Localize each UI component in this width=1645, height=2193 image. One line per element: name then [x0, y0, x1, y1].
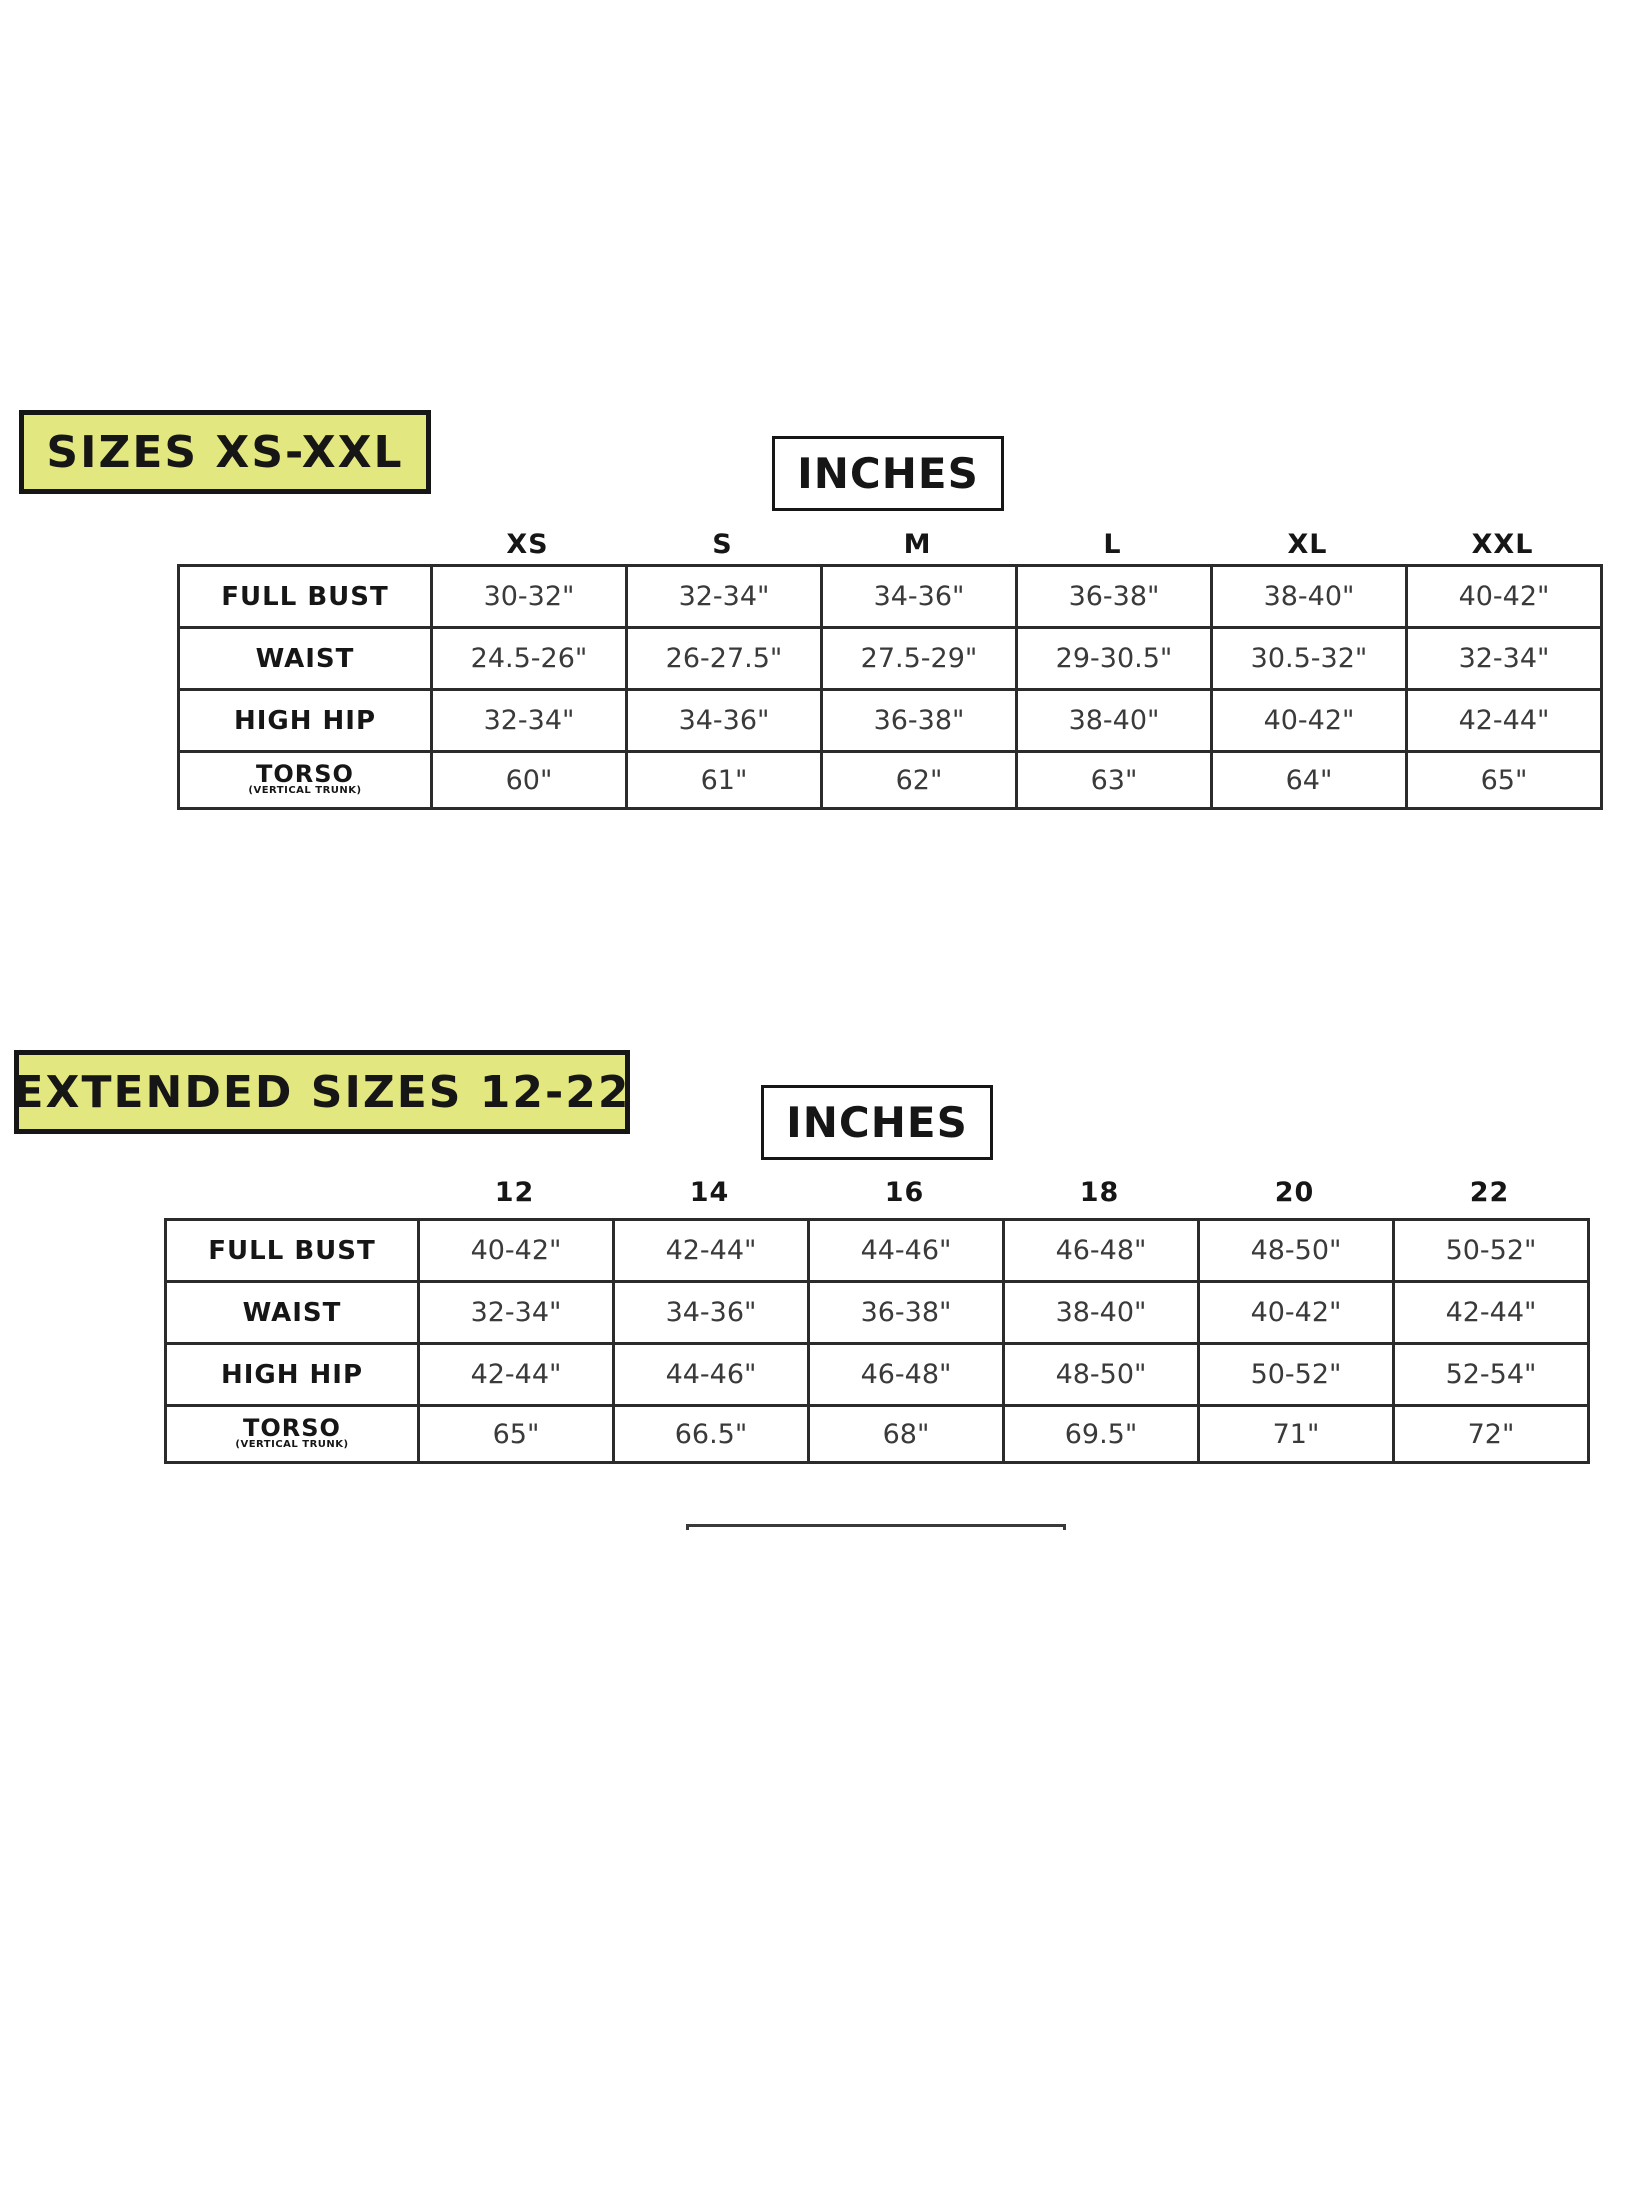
measurement-cell: 26-27.5": [627, 628, 822, 690]
measurement-cell: 42-44": [1394, 1282, 1589, 1344]
measurement-cell: 61": [627, 752, 822, 809]
measurement-cell: 48-50": [1199, 1220, 1394, 1282]
table-row: [179, 628, 1602, 690]
size-header: M: [903, 529, 932, 560]
unit-label: INCHES: [772, 436, 1004, 511]
unit-label: INCHES: [761, 1085, 993, 1160]
measurement-cell: 24.5-26": [432, 628, 627, 690]
row-label: HIGH HIP: [166, 1344, 419, 1406]
measurement-cell: 42-44": [419, 1344, 614, 1406]
measurement-cell: 44-46": [614, 1344, 809, 1406]
measurement-cell: 38-40": [1017, 690, 1212, 752]
table-row: [179, 690, 1602, 752]
measurement-cell: 34-36": [822, 566, 1017, 628]
measurement-cell: 32-34": [419, 1282, 614, 1344]
measurement-cell: 66.5": [614, 1406, 809, 1463]
size-header: 12: [494, 1177, 535, 1208]
measurement-cell: 40-42": [1407, 566, 1602, 628]
size-header: 18: [1079, 1177, 1120, 1208]
size-header: L: [1103, 529, 1122, 560]
measurement-cell: 30-32": [432, 566, 627, 628]
measurement-cell: 68": [809, 1406, 1004, 1463]
footer-divider: [686, 1524, 1066, 1527]
size-header: 20: [1274, 1177, 1315, 1208]
table-row: [179, 752, 1602, 809]
size-table: [164, 1218, 1590, 1464]
measurement-cell: 29-30.5": [1017, 628, 1212, 690]
torso-label: TORSO: [256, 760, 354, 788]
measurement-cell: 50-52": [1199, 1344, 1394, 1406]
measurement-cell: 32-34": [1407, 628, 1602, 690]
measurement-cell: 65": [419, 1406, 614, 1463]
table-row: [179, 566, 1602, 628]
extended-size-section: [0, 1050, 1645, 1470]
measurement-cell: 38-40": [1212, 566, 1407, 628]
measurement-cell: 72": [1394, 1406, 1589, 1463]
measurement-cell: 46-48": [1004, 1220, 1199, 1282]
size-table: [177, 564, 1603, 810]
row-label: FULL BUST: [179, 566, 432, 628]
measurement-cell: 64": [1212, 752, 1407, 809]
size-header-row: [430, 525, 1600, 565]
measurement-cell: 36-38": [822, 690, 1017, 752]
measurement-cell: 63": [1017, 752, 1212, 809]
row-label: WAIST: [179, 628, 432, 690]
table-row: [166, 1406, 1589, 1463]
torso-label: TORSO: [243, 1414, 341, 1442]
measurement-cell: 40-42": [1199, 1282, 1394, 1344]
measurement-cell: 71": [1199, 1406, 1394, 1463]
table-row: [166, 1344, 1589, 1406]
measurement-cell: 42-44": [1407, 690, 1602, 752]
measurement-cell: 32-34": [627, 566, 822, 628]
size-header: XS: [506, 529, 549, 560]
measurement-cell: 65": [1407, 752, 1602, 809]
size-header: 22: [1469, 1177, 1510, 1208]
measurement-cell: 46-48": [809, 1344, 1004, 1406]
torso-sublabel: (VERTICAL TRUNK): [248, 785, 362, 796]
measurement-cell: 60": [432, 752, 627, 809]
size-header-row: [417, 1173, 1587, 1213]
measurement-cell: 69.5": [1004, 1406, 1199, 1463]
measurement-cell: 42-44": [614, 1220, 809, 1282]
size-header: S: [712, 529, 733, 560]
standard-size-section: [0, 410, 1645, 830]
measurement-cell: 27.5-29": [822, 628, 1017, 690]
row-label: FULL BUST: [166, 1220, 419, 1282]
measurement-cell: 34-36": [627, 690, 822, 752]
measurement-cell: 36-38": [809, 1282, 1004, 1344]
measurement-cell: 30.5-32": [1212, 628, 1407, 690]
row-label: HIGH HIP: [179, 690, 432, 752]
measurement-cell: 62": [822, 752, 1017, 809]
measurement-cell: 34-36": [614, 1282, 809, 1344]
measurement-cell: 40-42": [419, 1220, 614, 1282]
measurement-cell: 44-46": [809, 1220, 1004, 1282]
measurement-cell: 50-52": [1394, 1220, 1589, 1282]
measurement-cell: 38-40": [1004, 1282, 1199, 1344]
row-label: [179, 752, 432, 809]
measurement-cell: 52-54": [1394, 1344, 1589, 1406]
size-header: XXL: [1471, 529, 1534, 560]
measurement-cell: 48-50": [1004, 1344, 1199, 1406]
table-row: [166, 1282, 1589, 1344]
measurement-cell: 36-38": [1017, 566, 1212, 628]
row-label: [166, 1406, 419, 1463]
section-title-badge: SIZES XS-XXL: [19, 410, 431, 494]
measurement-cell: 40-42": [1212, 690, 1407, 752]
section-title-badge: EXTENDED SIZES 12-22: [14, 1050, 630, 1134]
table-row: [166, 1220, 1589, 1282]
torso-sublabel: (VERTICAL TRUNK): [235, 1439, 349, 1450]
row-label: WAIST: [166, 1282, 419, 1344]
measurement-cell: 32-34": [432, 690, 627, 752]
size-header: 16: [884, 1177, 925, 1208]
size-header: XL: [1287, 529, 1328, 560]
size-header: 14: [689, 1177, 730, 1208]
